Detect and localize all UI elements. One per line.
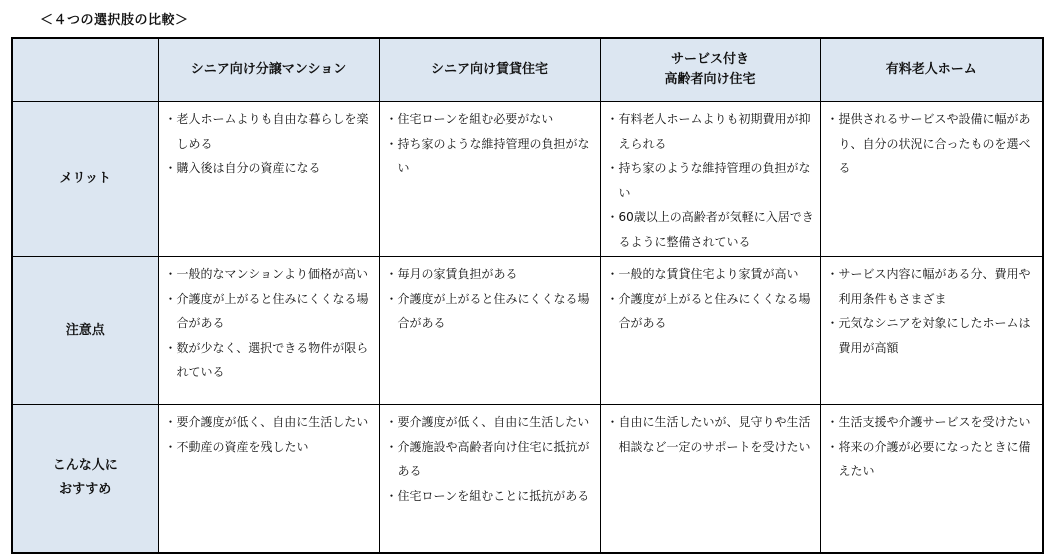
item-text: 一般的なマンションより価格が高い bbox=[176, 267, 368, 281]
list-item bbox=[386, 484, 596, 509]
list-item bbox=[827, 410, 1039, 435]
bullet: ・ bbox=[164, 340, 177, 355]
item-text: 一般的な賃貸住宅より家賃が高い bbox=[618, 267, 799, 281]
item-text: 介護度が上がると住みにくくなる場合がある bbox=[618, 291, 811, 330]
cell-recommended-service-housing bbox=[600, 405, 820, 553]
cell-recommended-rental bbox=[379, 405, 600, 553]
list-item bbox=[165, 262, 375, 287]
header-label: 有料老人ホーム bbox=[885, 62, 977, 77]
item-text: 住宅ローンを組む必要がない bbox=[397, 112, 554, 126]
cell-cautions-nursing-home bbox=[820, 257, 1043, 405]
bullet: ・ bbox=[164, 161, 177, 175]
item-text: 数が少なく、選択できる物件が限られている bbox=[176, 340, 369, 379]
list-item bbox=[827, 262, 1039, 311]
bullet: ・ bbox=[606, 291, 619, 306]
list-item bbox=[386, 107, 596, 132]
item-text: 生活支援や介護サービスを受けたい bbox=[838, 415, 1031, 429]
cell-cautions-service-housing bbox=[600, 257, 820, 405]
bullet: ・ bbox=[826, 267, 839, 281]
bullet: ・ bbox=[826, 415, 839, 429]
bullet: ・ bbox=[606, 112, 619, 126]
list-item bbox=[165, 435, 375, 460]
bullet: ・ bbox=[385, 439, 398, 454]
header-service-housing bbox=[600, 38, 820, 102]
comparison-table bbox=[11, 37, 1044, 554]
item-text: サービス内容に幅がある分、費用や利用条件もさまざま bbox=[838, 267, 1031, 306]
list-item bbox=[386, 410, 596, 435]
row-label-merits bbox=[12, 102, 158, 257]
bullet: ・ bbox=[606, 210, 619, 224]
list-item bbox=[386, 287, 596, 336]
list-item bbox=[386, 435, 596, 484]
list-item bbox=[165, 410, 375, 435]
item-text: 提供されるサービスや設備に幅があり、自分の状況に合ったものを選べる bbox=[838, 112, 1031, 175]
cell-cautions-rental bbox=[379, 257, 600, 405]
row-recommended-for bbox=[12, 405, 1043, 553]
bullet: ・ bbox=[826, 439, 839, 454]
bullet: ・ bbox=[826, 316, 839, 330]
item-text: 有料老人ホームよりも初期費用が抑えられる bbox=[618, 112, 811, 151]
cell-merits-service-housing bbox=[600, 102, 820, 257]
item-text: 将来の介護が必要になったときに備えたい bbox=[838, 439, 1031, 478]
header-label-line2: 高齢者向け住宅 bbox=[664, 72, 756, 87]
header-senior-rental bbox=[379, 38, 600, 102]
list-item bbox=[165, 107, 375, 156]
cell-recommended-nursing-home bbox=[820, 405, 1043, 553]
row-label-text-line2: おすすめ bbox=[59, 482, 112, 498]
list-item bbox=[607, 107, 816, 156]
item-text: 購入後は自分の資産になる bbox=[176, 161, 321, 175]
list-item bbox=[827, 435, 1039, 484]
item-text: 介護施設や高齢者向け住宅に抵抗がある bbox=[397, 439, 590, 478]
header-label: シニア向け賃貸住宅 bbox=[430, 62, 548, 77]
cell-merits-nursing-home bbox=[820, 102, 1043, 257]
list-item bbox=[607, 287, 816, 336]
list-item bbox=[827, 311, 1039, 360]
bullet: ・ bbox=[606, 415, 619, 429]
corner-cell bbox=[12, 38, 158, 102]
bullet: ・ bbox=[164, 415, 177, 429]
item-text: 不動産の資産を残したい bbox=[176, 439, 309, 454]
cell-cautions-condo bbox=[158, 257, 379, 405]
bullet: ・ bbox=[385, 415, 398, 429]
list-item bbox=[386, 132, 596, 181]
list-item bbox=[607, 262, 816, 287]
row-merits bbox=[12, 102, 1043, 257]
list-item bbox=[165, 287, 375, 336]
item-text: 自由に生活したいが、見守りや生活相談など一定のサポートを受けたい bbox=[618, 415, 811, 454]
row-label-text-line1: こんな人に bbox=[52, 458, 118, 474]
row-label-recommended-for bbox=[12, 405, 158, 553]
cell-merits-rental bbox=[379, 102, 600, 257]
bullet: ・ bbox=[606, 161, 619, 175]
bullet: ・ bbox=[164, 291, 177, 306]
list-item bbox=[386, 262, 596, 287]
bullet: ・ bbox=[385, 488, 398, 503]
row-cautions bbox=[12, 257, 1043, 405]
header-nursing-home bbox=[820, 38, 1043, 102]
bullet: ・ bbox=[385, 291, 398, 306]
bullet: ・ bbox=[164, 439, 177, 454]
bullet: ・ bbox=[385, 112, 398, 126]
item-text: 介護度が上がると住みにくくなる場合がある bbox=[176, 291, 369, 330]
row-label-text: メリット bbox=[59, 171, 111, 186]
item-text: 60歳以上の高齢者が気軽に入居できるように整備されている bbox=[618, 210, 814, 249]
item-text: 持ち家のような維持管理の負担がない bbox=[397, 136, 590, 175]
item-text: 持ち家のような維持管理の負担がない bbox=[618, 161, 811, 200]
bullet: ・ bbox=[164, 112, 177, 126]
cell-merits-condo bbox=[158, 102, 379, 257]
list-item bbox=[827, 107, 1039, 181]
list-item bbox=[607, 205, 816, 254]
header-label-line1: サービス付き bbox=[670, 52, 749, 67]
header-label: シニア向け分譲マンション bbox=[190, 62, 347, 77]
list-item bbox=[165, 336, 375, 385]
header-row bbox=[12, 38, 1043, 102]
bullet: ・ bbox=[385, 136, 398, 151]
item-text: 住宅ローンを組むことに抵抗がある bbox=[397, 488, 590, 503]
bullet: ・ bbox=[385, 267, 398, 281]
row-label-cautions bbox=[12, 257, 158, 405]
item-text: 要介護度が低く、自由に生活したい bbox=[176, 415, 369, 429]
bullet: ・ bbox=[826, 112, 839, 126]
bullet: ・ bbox=[164, 267, 177, 281]
header-senior-condo bbox=[158, 38, 379, 102]
list-item bbox=[607, 156, 816, 205]
page-title: ＜４つの選択肢の比較＞ bbox=[40, 13, 189, 28]
bullet: ・ bbox=[606, 267, 619, 281]
list-item bbox=[607, 410, 816, 459]
item-text: 介護度が上がると住みにくくなる場合がある bbox=[397, 291, 590, 330]
cell-recommended-condo bbox=[158, 405, 379, 553]
item-text: 元気なシニアを対象にしたホームは費用が高額 bbox=[838, 316, 1031, 355]
list-item bbox=[165, 156, 375, 181]
item-text: 毎月の家賃負担がある bbox=[397, 267, 518, 281]
item-text: 老人ホームよりも自由な暮らしを楽しめる bbox=[176, 112, 369, 151]
item-text: 要介護度が低く、自由に生活したい bbox=[397, 415, 590, 429]
row-label-text: 注意点 bbox=[65, 322, 105, 338]
